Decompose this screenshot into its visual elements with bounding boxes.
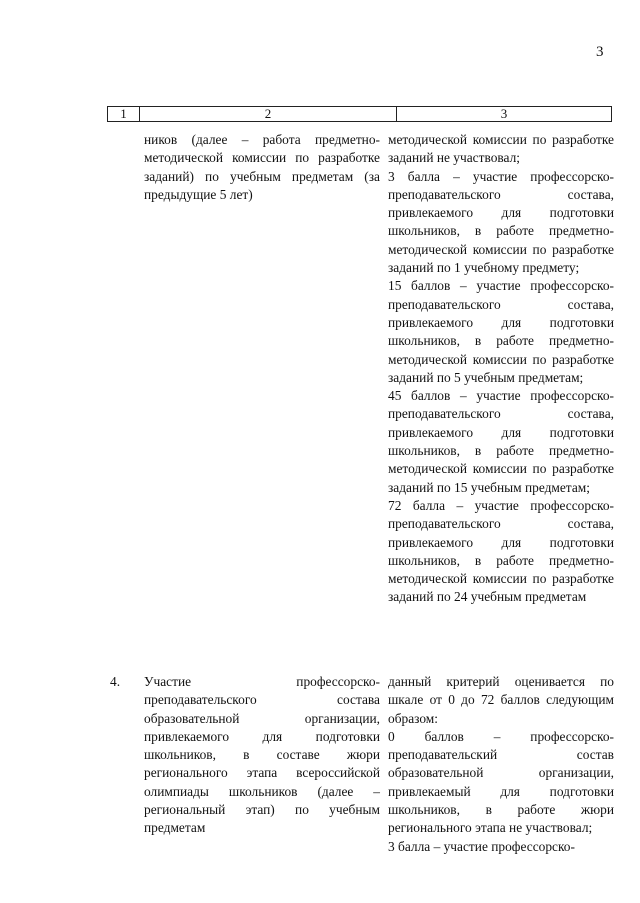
page-number: 3 (596, 44, 604, 60)
scoring-line: 72 балла – участие профессорско-преподавательского состава, привлекаемого для подготовки школьников, в работе предметно-методической комиссии по разработке заданий по 24 учебным предметам (388, 497, 614, 605)
scoring-line: 0 баллов – профессорско-преподавательский состав образовательной организации, привлекаемый для подготовки школьников, в работе жюри регионального этапа не участвовал; (388, 728, 614, 836)
scoring-line: 3 балла – участие профессорско-преподавательского состава, привлекаемого для подготовки школьников, в работе предметно-методической комиссии по разработке заданий по 1 учебному предмету; (388, 168, 614, 276)
scoring-text (388, 673, 614, 856)
criterion-text: Участие профессорско-преподавательского состава образовательной организации, привлекаемого для подготовки школьников, в составе жюри регионального этапа всероссийской олимпиады школьников (далее – региональный этап) по учебным предметам (144, 674, 380, 836)
column-header-3: 3 (397, 107, 612, 122)
column-header-1: 1 (108, 107, 140, 122)
scoring-line: 3 балла – участие профессорско- (388, 838, 575, 854)
column-header-2: 2 (140, 107, 397, 122)
scoring-text (388, 131, 614, 607)
row-number: 4. (110, 674, 121, 689)
scoring-line: данный критерий оценивается по шкале от 0 до 72 баллов следующим образом: (388, 674, 614, 726)
scoring-line: 15 баллов – участие профессорско-преподавательского состава, привлекаемого для подготовки школьников, в работе предметно-методической комиссии по разработке заданий по 5 учебным предметам; (388, 278, 614, 385)
column-header-table (107, 106, 612, 122)
criterion-text: ников (далее – работа предметно-методической комиссии по разработке заданий) по учебным предметам (за предыдущие 5 лет) (144, 132, 380, 202)
scoring-line: методической комиссии по разработке заданий не участвовал; (388, 132, 614, 166)
scoring-line: 45 баллов – участие профессорско-преподавательского состава, привлекаемого для подготовки школьников, в работе предметно-методической комиссии по разработке заданий по 15 учебным предметам; (388, 388, 614, 495)
